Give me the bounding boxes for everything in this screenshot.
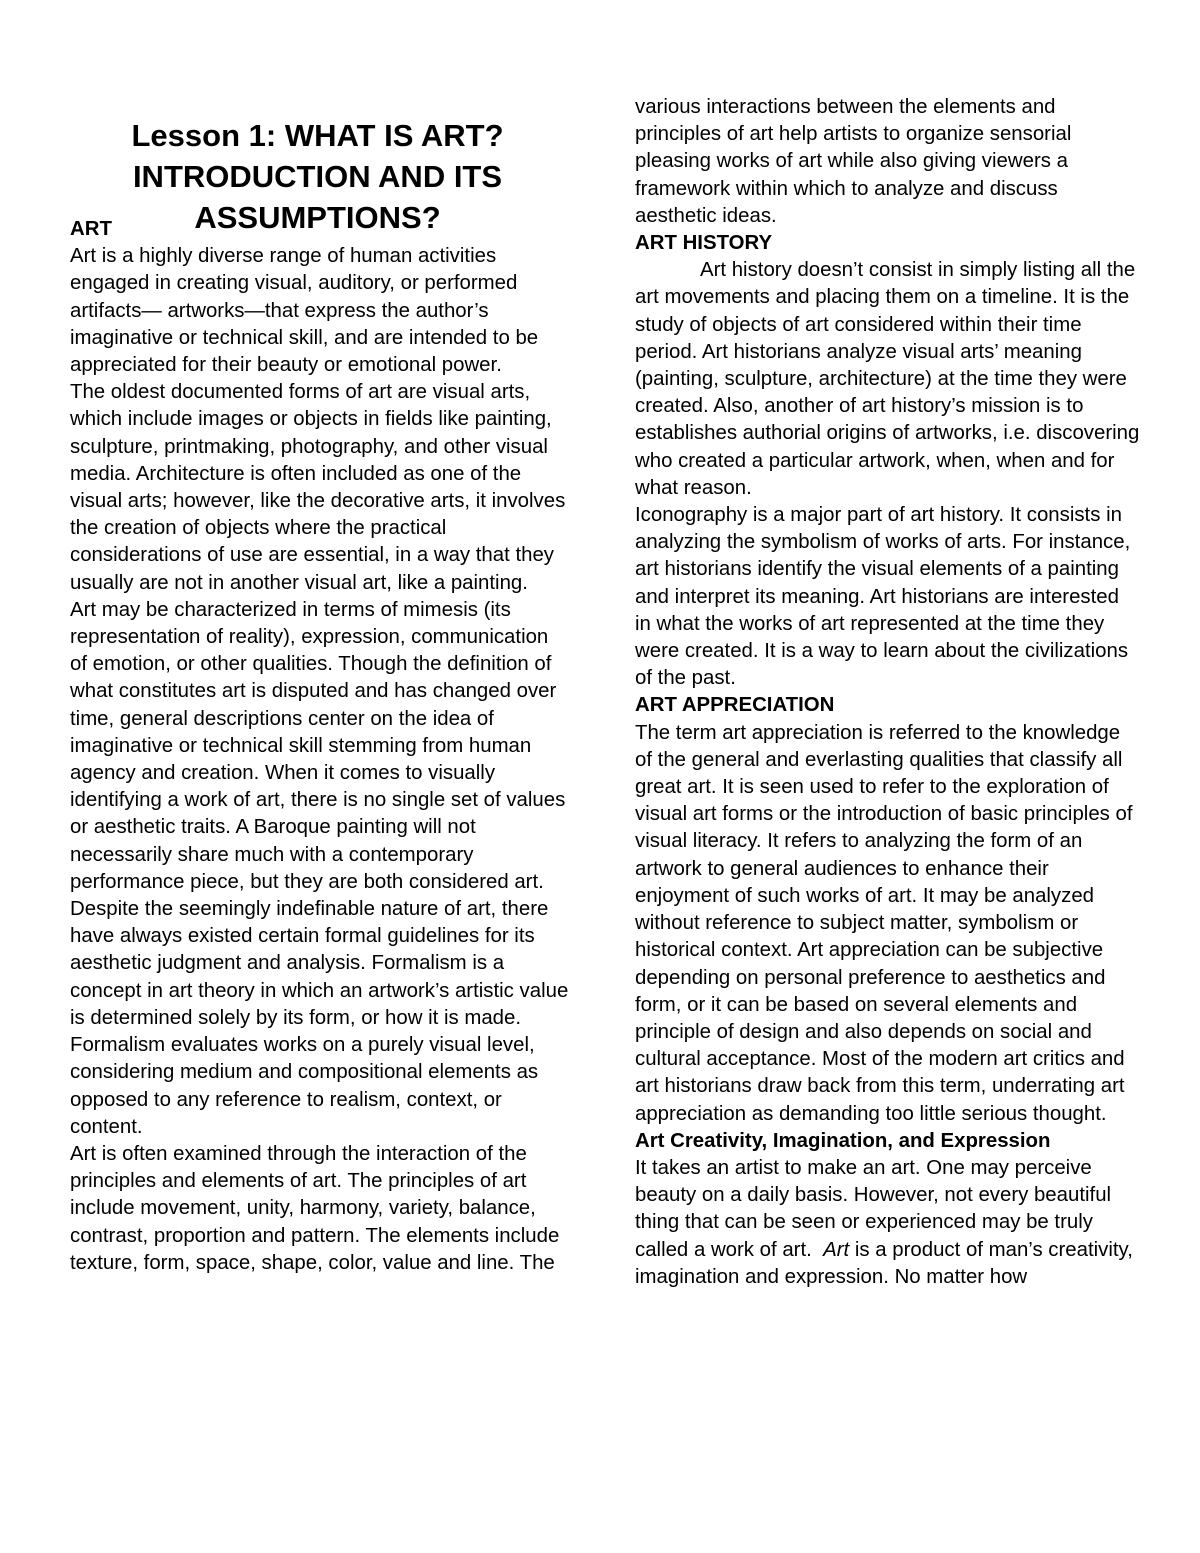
creativity-text-start: It takes an artist to make an art. One may perceive beauty on a daily basis. However, not every beautiful thing that can be seen or experienced may be truly called a work of art.: [635, 1156, 1112, 1261]
art-paragraph-4: Despite the seemingly indefinable nature of art, there have always existed certain formal guidelines for its aesthetic judgment and analysis. Formalism is a concept in art theory in which an artwork’s artistic value is determined solely by its form, or how it is made. Formalism evaluates works on a purely visual level, considering medium and compositional elements as opposed to any reference to realism, context, or content.: [70, 898, 569, 1138]
creativity-italic-word: Art: [823, 1238, 850, 1261]
creativity-text-end: is a product of man’s creativity, imagination and expression. No matter how: [635, 1238, 1133, 1288]
art-paragraph-1: Art is a highly diverse range of human activities engaged in creating visual, auditory, or performed artifacts— artworks—that express the author’s imaginative or technical skill, and are intended to be appreciated for their beauty or emotional power.: [70, 245, 539, 377]
section-heading-art-history: ART HISTORY: [635, 232, 773, 255]
art-paragraph-5: Art is often examined through the interaction of the principles and elements of art. The principles of art include movement, unity, harmony, variety, balance, contrast, proportion and pattern. The elements include texture, form, space, shape, color, value and line. The: [70, 1142, 560, 1274]
page-title: Lesson 1: WHAT IS ART? INTRODUCTION AND ITS ASSUMPTIONS?: [131, 117, 504, 235]
right-column: [635, 94, 1140, 1291]
section-heading-art: ART: [70, 218, 112, 240]
art-paragraph-3: Art may be characterized in terms of mimesis (its representation of reality), expression, communication of emotion, or other qualities. Though the definition of what constitutes art is disputed and has changed over time, general descriptions center on the idea of imaginative or technical skill stemming from human agency and creation. When it comes to visually identifying a work of art, there is no single set of values or aesthetic traits. A Baroque painting will not necessarily share much with a contemporary performance piece, but they are both considered art.: [70, 598, 566, 893]
section-heading-creativity: Art Creativity, Imagination, and Expression: [635, 1129, 1051, 1152]
creativity-paragraph: [635, 1155, 1140, 1291]
history-paragraph-1: Art history doesn’t consist in simply listing all the art movements and placing them on a timeline. It is the study of objects of art considered within their time period. Art historians analyze visual arts’ meaning (painting, sculpture, architecture) at the time they were created. Also, another of art history’s mission is to establishes authorial origins of artworks, i.e. discovering who created a particular artwork, when, when and for what reason.: [635, 259, 1140, 499]
appreciation-paragraph: The term art appreciation is referred to the knowledge of the general and everlasting qualities that classify all great art. It is seen used to refer to the exploration of visual art forms or the introduction of basic principles of visual literacy. It refers to analyzing the form of an artwork to general audiences to enhance their enjoyment of such works of art. It may be analyzed without reference to subject matter, symbolism or historical context. Art appreciation can be subjective depending on personal preference to aesthetics and form, or it can be based on several elements and principle of design and also depends on social and cultural acceptance. Most of the modern art critics and art historians draw back from this term, underrating art appreciation as demanding too little serious thought.: [635, 721, 1133, 1125]
history-paragraph-2: Iconography is a major part of art history. It consists in analyzing the symbolism of works of arts. For instance, art historians identify the visual elements of a painting and interpret its meaning. Art historians are interested in what the works of art represented at the time they were created. It is a way to learn about the civilizations of the past.: [635, 504, 1131, 690]
art-paragraph-2: The oldest documented forms of art are visual arts, which include images or objects in fields like painting, sculpture, printmaking, photography, and other visual media. Architecture is often included as one of the visual arts; however, like the decorative arts, it involves the creation of objects where the practical considerations of use are essential, in a way that they usually are not in another visual art, like a painting.: [70, 381, 566, 594]
section-heading-art-appreciation: ART APPRECIATION: [635, 694, 835, 717]
continuation-paragraph: various interactions between the elements and principles of art help artists to organize sensorial pleasing works of art while also giving viewers a framework within which to analyze and discuss aesthetic ideas.: [635, 96, 1072, 227]
